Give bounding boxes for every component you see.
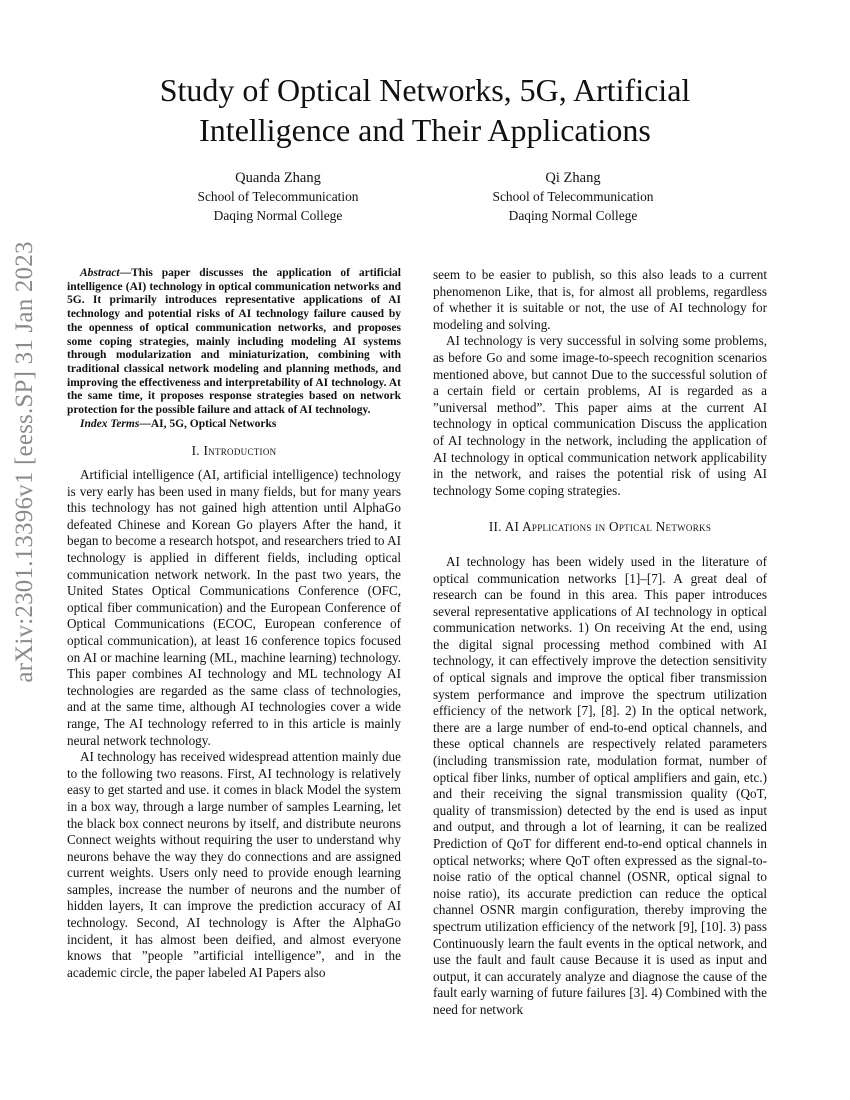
author-block-1: [148, 168, 408, 225]
index-terms-label: Index Terms: [80, 417, 140, 430]
author-name: Quanda Zhang: [235, 170, 321, 186]
left-column: [67, 267, 401, 1067]
paragraph: AI technology is very successful in solving some problems, as before Go and some image-to-speech recognition scenarios mentioned above, but cannot Due to the successful solution of a certain field or certain problems, AI is regarded as a ”universal method”. This paper aims at the current AI technology in optical communication Discuss the application of AI technology in the network, including the application of AI technology in optical communication network applicability in the network, and raises the potential risk of using AI technology Some coping strategies.: [433, 333, 767, 498]
author-dept: School of Telecommunication: [492, 189, 654, 204]
author-block-2: [443, 168, 703, 225]
author-institution: Daqing Normal College: [213, 207, 343, 223]
paragraph: AI technology has been widely used in the literature of optical communication networks [1]–[7]. A great deal of research can be found in this area. This paper introduces several representative applications of AI technology in optical communication networks. 1) On receiving At the end, using the digital signal processing method combined with AI technology, it can effectively improve the detection sensitivity of optical signals and improve the optical fiber transmission system performance and improve the spectrum utilization efficiency of the network [7], [8]. 2) In the optical network, there are a large number of end-to-end optical channels, and these optical channels are respectively related parameters (including transmission rate, modulation format, number of optical fiber links, number of optical amplifiers and gain, etc.) and their receiving the signal transmission quality (QoT, quality of transmission) detected by the end is used as input and output, and through a lot of learning, it can be realized Prediction of QoT for different end-to-end optical channels in optical networks; where QoT often expressed as the signal-to-noise ratio of the optical channel (OSNR, optical signal to noise ratio), its accurate prediction can reduce the optical channel OSNR margin configuration, thereby improving the spectrum utilization efficiency of the network [9], [10]. 3) pass Continuously learn the fault events in the optical network, and use the fault and fault cause Because it is used as input and output, it can accurately analyze and diagnose the cause of the fault early warning of future failures [3]. 4) Combined with the need for network: [433, 553, 767, 1017]
abstract: [67, 267, 401, 418]
section-heading-ai-applications: II. AI Applications in Optical Networks: [488, 519, 712, 535]
abstract-label: Abstract: [80, 267, 120, 279]
index-terms-text: —AI, 5G, Optical Networks: [139, 417, 277, 430]
paragraph: Artificial intelligence (AI, artificial intelligence) technology is very early has been used in many fields, but for many years this technology has not gained high attention until AlphaGo defeated Chinese and Korean Go players After the hand, it began to become a research hotspot, and researchers tried to AI technology is applied in different fields, including optical communication network network. In the past two years, the United States Optical Communications Conference (OFC, optical fiber communication) and the European Conference of Optical Communications (ECOC, European conference of optical communication), at least 16 conference topics focused on AI or machine learning (ML, machine learning) technology. This paper combines AI technology and ML technology AI technologies are regarded as the same class of technologies, and at the same time, although AI technologies cover a wide range, The AI technology referred to in this article is mainly neural network technology.: [67, 467, 401, 748]
paper-title: [90, 70, 760, 150]
right-column: [433, 267, 767, 1067]
author-institution: Daqing Normal College: [508, 207, 638, 223]
title-line-2: Intelligence and Their Applications: [199, 112, 651, 148]
abstract-text: —This paper discusses the application of artificial intelligence (AI) technology in optical communication networks and 5G. It primarily introduces representative applications of AI technology and potential risks of AI technology failure caused by the openness of optical communication networks, and proposes some coping strategies, mainly including modeling AI systems through modularization and miniaturization, combining with traditional classical network modeling and planning methods, and improving the effectiveness and interpretability of AI technology. At the same time, it proposes response strategies based on network protection for the possible failure and attack of AI technology.: [67, 267, 401, 417]
author-dept: School of Telecommunication: [197, 189, 359, 204]
section-heading-introduction: I. Introduction: [191, 443, 277, 459]
title-line-1: Study of Optical Networks, 5G, Artificial: [159, 72, 691, 108]
index-terms: [67, 418, 401, 432]
author-name: Qi Zhang: [545, 170, 601, 186]
arxiv-identifier: arXiv:2301.13396v1 [eess.SP] 31 Jan 2023: [11, 241, 38, 683]
paragraph: seem to be easier to publish, so this also leads to a current phenomenon Like, that is, for almost all problems, regardless of whether it is suitable or not, the use of AI technology for modeling and solving.: [433, 267, 767, 332]
arxiv-sidebar: [8, 241, 42, 683]
paragraph: AI technology has received widespread attention mainly due to the following two reasons. First, AI technology is relatively easy to get started and use. it comes in black Model the system in a box way, through a large number of samples Learning, let the black box connect neurons by itself, and distribute neurons Connect weights without requiring the user to understand why neurons behave the way they do connections and are assigned current weights. Users only need to provide enough learning samples, increase the number of neurons and the number of hidden layers, It can improve the prediction accuracy of AI technology. Second, AI technology is After the AlphaGo incident, it has almost been deified, and almost everyone knows that ”people ”artificial intelligence”, and in the academic circle, the paper labeled AI Papers also: [67, 749, 401, 980]
